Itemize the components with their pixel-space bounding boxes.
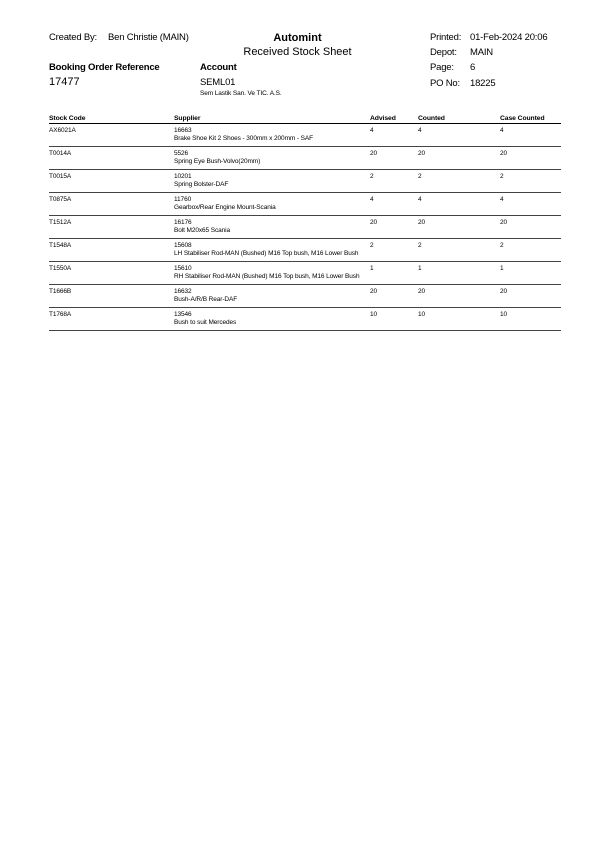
item-description: Bush-A/R/B Rear-DAF [174, 296, 238, 303]
item-description: Spring Eye Bush-Volvo(20mm) [174, 158, 261, 165]
account-label: Account [200, 62, 237, 73]
item-description: Bush to suit Mercedes [174, 319, 237, 326]
advised-qty: 4 [370, 124, 418, 147]
depot-label: Depot: [430, 47, 457, 58]
page-number: 6 [470, 62, 476, 73]
table-row [49, 262, 561, 285]
supplier-code: 11760 [174, 196, 192, 203]
table-row [49, 147, 561, 170]
stock-code: T1512A [49, 216, 174, 239]
case-counted-qty: 2 [500, 170, 561, 193]
stock-code: T1666B [49, 285, 174, 308]
printed-value: 01-Feb-2024 20:06 [470, 32, 548, 43]
supplier-code: 5526 [174, 150, 189, 157]
item-description: Brake Shoe Kit 2 Shoes - 300mm x 200mm - SAF [174, 135, 314, 142]
advised-qty: 20 [370, 216, 418, 239]
item-description: RH Stabiliser Rod-MAN (Bushed) M16 Top bush, M16 Lower Bush [174, 273, 360, 280]
table-row [49, 285, 561, 308]
account-code: SEML01 [200, 77, 236, 88]
counted-qty: 2 [418, 239, 500, 262]
stock-code: T1550A [49, 262, 174, 285]
advised-qty: 20 [370, 285, 418, 308]
account-name: Sem Lastik San. Ve TIC. A.S. [200, 90, 282, 97]
stock-code: T1768A [49, 308, 174, 331]
supplier-code: 16663 [174, 127, 192, 134]
depot-value: MAIN [470, 47, 493, 58]
supplier-code: 16176 [174, 219, 192, 226]
table-row [49, 193, 561, 216]
advised-qty: 1 [370, 262, 418, 285]
table-row [49, 216, 561, 239]
table-row [49, 170, 561, 193]
supplier-code: 10201 [174, 173, 192, 180]
booking-ref-value: 17477 [49, 76, 80, 88]
case-counted-qty: 20 [500, 285, 561, 308]
col-advised: Advised [370, 113, 418, 124]
counted-qty: 1 [418, 262, 500, 285]
company-name: Automint [273, 32, 322, 44]
created-by-label: Created By: [49, 32, 97, 43]
advised-qty: 10 [370, 308, 418, 331]
item-description: Gearbox/Rear Engine Mount-Scania [174, 204, 276, 211]
col-counted: Counted [418, 113, 500, 124]
advised-qty: 2 [370, 170, 418, 193]
advised-qty: 2 [370, 239, 418, 262]
table-row [49, 124, 561, 147]
table-header-row [49, 113, 561, 124]
counted-qty: 2 [418, 170, 500, 193]
counted-qty: 10 [418, 308, 500, 331]
case-counted-qty: 10 [500, 308, 561, 331]
item-description: Spring Bolster-DAF [174, 181, 229, 188]
supplier-code: 13546 [174, 311, 192, 318]
item-description: LH Stabiliser Rod-MAN (Bushed) M16 Top bush, M16 Lower Bush [174, 250, 359, 257]
counted-qty: 20 [418, 216, 500, 239]
created-by-value: Ben Christie (MAIN) [108, 32, 189, 43]
booking-ref-label: Booking Order Reference [49, 62, 160, 73]
col-case-counted: Case Counted [500, 113, 561, 124]
col-stock-code: Stock Code [49, 113, 174, 124]
case-counted-qty: 4 [500, 193, 561, 216]
printed-label: Printed: [430, 32, 462, 43]
case-counted-qty: 1 [500, 262, 561, 285]
stock-code: T0875A [49, 193, 174, 216]
counted-qty: 4 [418, 193, 500, 216]
table-row [49, 239, 561, 262]
supplier-code: 15608 [174, 242, 192, 249]
supplier-code: 15610 [174, 265, 192, 272]
stock-code: T0014A [49, 147, 174, 170]
case-counted-qty: 4 [500, 124, 561, 147]
stock-code: AX6021A [49, 124, 174, 147]
po-number: 18225 [470, 78, 496, 89]
advised-qty: 20 [370, 147, 418, 170]
col-supplier: Supplier [174, 113, 370, 124]
page-label: Page: [430, 62, 454, 73]
advised-qty: 4 [370, 193, 418, 216]
stock-table [49, 113, 561, 331]
stock-code: T0015A [49, 170, 174, 193]
case-counted-qty: 20 [500, 147, 561, 170]
counted-qty: 20 [418, 285, 500, 308]
case-counted-qty: 2 [500, 239, 561, 262]
stock-code: T1548A [49, 239, 174, 262]
item-description: Bolt M20x65 Scania [174, 227, 231, 234]
counted-qty: 4 [418, 124, 500, 147]
page-title: Received Stock Sheet [243, 46, 352, 58]
supplier-code: 16632 [174, 288, 192, 295]
po-label: PO No: [430, 78, 460, 89]
case-counted-qty: 20 [500, 216, 561, 239]
table-row [49, 308, 561, 331]
counted-qty: 20 [418, 147, 500, 170]
